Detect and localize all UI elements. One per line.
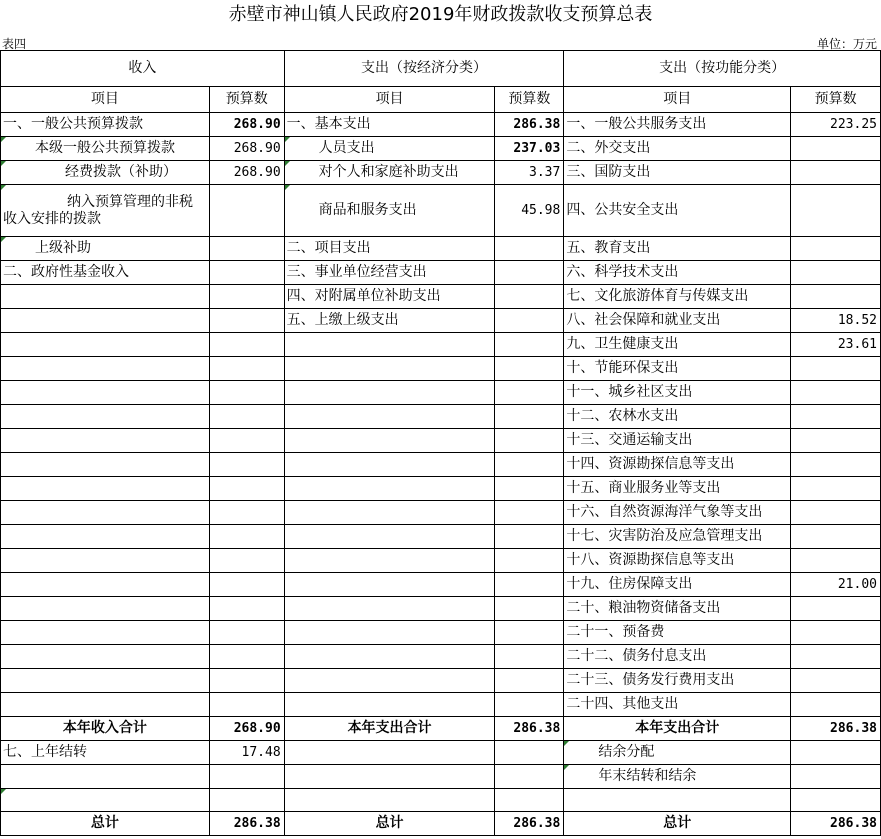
econ-item bbox=[284, 381, 495, 405]
func-item: 十一、城乡社区支出 bbox=[564, 381, 791, 405]
income-value bbox=[209, 261, 284, 285]
income-item bbox=[1, 621, 210, 645]
func-item: 十七、灾害防治及应急管理支出 bbox=[564, 525, 791, 549]
header-expense-func: 支出（按功能分类） bbox=[564, 51, 881, 87]
func-item: 二、外交支出 bbox=[564, 137, 791, 161]
func-value bbox=[791, 669, 881, 693]
econ-value bbox=[495, 621, 564, 645]
header-row-columns bbox=[1, 87, 881, 113]
income-value bbox=[209, 501, 284, 525]
table-row bbox=[1, 185, 881, 237]
econ-item bbox=[284, 621, 495, 645]
econ-value bbox=[495, 357, 564, 381]
econ-grand-value: 286.38 bbox=[495, 812, 564, 836]
carry-row bbox=[1, 741, 881, 765]
func-item: 三、国防支出 bbox=[564, 161, 791, 185]
empty-cell bbox=[284, 765, 495, 789]
econ-value bbox=[495, 237, 564, 261]
year-end-carry-label: 年末结转和结余 bbox=[564, 765, 791, 789]
econ-item bbox=[284, 453, 495, 477]
func-item: 七、文化旅游体育与传媒支出 bbox=[564, 285, 791, 309]
income-value bbox=[209, 309, 284, 333]
econ-value bbox=[495, 381, 564, 405]
table-row bbox=[1, 549, 881, 573]
econ-total-value: 286.38 bbox=[495, 717, 564, 741]
table-row bbox=[1, 573, 881, 597]
income-item bbox=[1, 357, 210, 381]
table-row bbox=[1, 597, 881, 621]
empty-cell bbox=[209, 789, 284, 812]
func-value bbox=[791, 549, 881, 573]
econ-value bbox=[495, 549, 564, 573]
func-item: 十六、自然资源海洋气象等支出 bbox=[564, 501, 791, 525]
income-item bbox=[1, 285, 210, 309]
income-item bbox=[1, 309, 210, 333]
grand-total-row bbox=[1, 812, 881, 836]
table-body-generated bbox=[1, 261, 881, 717]
table-row bbox=[1, 645, 881, 669]
income-item bbox=[1, 549, 210, 573]
econ-value bbox=[495, 573, 564, 597]
econ-value bbox=[495, 453, 564, 477]
table-row bbox=[1, 453, 881, 477]
header-expense-econ: 支出（按经济分类） bbox=[284, 51, 564, 87]
func-item: 四、公共安全支出 bbox=[564, 185, 791, 237]
income-value bbox=[209, 621, 284, 645]
header-budget: 预算数 bbox=[495, 87, 564, 113]
table-row bbox=[1, 113, 881, 137]
empty-cell bbox=[284, 741, 495, 765]
income-value bbox=[209, 477, 284, 501]
income-total-label: 本年收入合计 bbox=[1, 717, 210, 741]
econ-value: 3.37 bbox=[495, 161, 564, 185]
income-value bbox=[209, 429, 284, 453]
econ-item bbox=[284, 573, 495, 597]
table-row bbox=[1, 381, 881, 405]
table-row bbox=[1, 261, 881, 285]
income-item bbox=[1, 597, 210, 621]
func-value bbox=[791, 357, 881, 381]
empty-cell bbox=[791, 741, 881, 765]
econ-item: 对个人和家庭补助支出 bbox=[284, 161, 495, 185]
econ-item: 五、上缴上级支出 bbox=[284, 309, 495, 333]
func-value: 18.52 bbox=[791, 309, 881, 333]
income-item: 一、一般公共预算拨款 bbox=[1, 113, 210, 137]
table-row bbox=[1, 285, 881, 309]
func-item: 十五、商业服务业等支出 bbox=[564, 477, 791, 501]
table-row bbox=[1, 669, 881, 693]
econ-item: 商品和服务支出 bbox=[284, 185, 495, 237]
income-item bbox=[1, 525, 210, 549]
func-item: 十九、住房保障支出 bbox=[564, 573, 791, 597]
func-item: 十四、资源勘探信息等支出 bbox=[564, 453, 791, 477]
carry-row-2 bbox=[1, 765, 881, 789]
func-grand-label: 总计 bbox=[564, 812, 791, 836]
income-item: 经费拨款（补助） bbox=[1, 161, 210, 185]
header-budget: 预算数 bbox=[209, 87, 284, 113]
table-row bbox=[1, 429, 881, 453]
func-total-label: 本年支出合计 bbox=[564, 717, 791, 741]
econ-item bbox=[284, 645, 495, 669]
income-item bbox=[1, 333, 210, 357]
table-row bbox=[1, 693, 881, 717]
func-grand-value: 286.38 bbox=[791, 812, 881, 836]
meta-row bbox=[0, 34, 881, 50]
income-item: 上级补助 bbox=[1, 237, 210, 261]
func-value bbox=[791, 597, 881, 621]
income-total-value: 268.90 bbox=[209, 717, 284, 741]
unit-label: 单位：万元 bbox=[816, 37, 877, 51]
carry-label: 七、上年结转 bbox=[1, 741, 210, 765]
econ-value bbox=[495, 285, 564, 309]
income-value bbox=[209, 381, 284, 405]
func-value: 223.25 bbox=[791, 113, 881, 137]
income-item bbox=[1, 381, 210, 405]
table-row bbox=[1, 357, 881, 381]
econ-value bbox=[495, 405, 564, 429]
func-value bbox=[791, 237, 881, 261]
income-value: 268.90 bbox=[209, 113, 284, 137]
income-item bbox=[1, 185, 210, 237]
econ-value bbox=[495, 645, 564, 669]
func-item: 十三、交通运输支出 bbox=[564, 429, 791, 453]
econ-total-label: 本年支出合计 bbox=[284, 717, 495, 741]
header-item: 项目 bbox=[564, 87, 791, 113]
empty-cell bbox=[564, 789, 791, 812]
income-value bbox=[209, 285, 284, 309]
func-item: 二十一、预备费 bbox=[564, 621, 791, 645]
econ-value bbox=[495, 669, 564, 693]
income-value bbox=[209, 549, 284, 573]
income-item: 二、政府性基金收入 bbox=[1, 261, 210, 285]
econ-item bbox=[284, 333, 495, 357]
table-row bbox=[1, 309, 881, 333]
econ-item bbox=[284, 669, 495, 693]
budget-table bbox=[0, 50, 881, 836]
table-row bbox=[1, 405, 881, 429]
empty-cell bbox=[284, 789, 495, 812]
income-item bbox=[1, 477, 210, 501]
func-value bbox=[791, 645, 881, 669]
econ-item bbox=[284, 477, 495, 501]
func-value bbox=[791, 525, 881, 549]
income-item-line1: 纳入预算管理的非税 bbox=[67, 193, 193, 210]
empty-cell bbox=[495, 765, 564, 789]
header-row-groups bbox=[1, 51, 881, 87]
empty-cell bbox=[495, 789, 564, 812]
func-value bbox=[791, 429, 881, 453]
econ-item bbox=[284, 429, 495, 453]
income-item: 本级一般公共预算拨款 bbox=[1, 137, 210, 161]
func-value bbox=[791, 501, 881, 525]
income-item bbox=[1, 501, 210, 525]
econ-value: 286.38 bbox=[495, 113, 564, 137]
income-item-line2: 收入安排的拨款 bbox=[3, 210, 101, 227]
table-row bbox=[1, 525, 881, 549]
empty-cell bbox=[1, 789, 210, 812]
func-value bbox=[791, 453, 881, 477]
income-item bbox=[1, 669, 210, 693]
empty-cell bbox=[1, 765, 210, 789]
header-income: 收入 bbox=[1, 51, 285, 87]
income-value bbox=[209, 645, 284, 669]
func-item: 二十四、其他支出 bbox=[564, 693, 791, 717]
econ-item: 二、项目支出 bbox=[284, 237, 495, 261]
income-item bbox=[1, 405, 210, 429]
func-value bbox=[791, 405, 881, 429]
func-value bbox=[791, 381, 881, 405]
func-item: 二十三、债务发行费用支出 bbox=[564, 669, 791, 693]
header-item: 项目 bbox=[284, 87, 495, 113]
income-value: 268.90 bbox=[209, 137, 284, 161]
econ-value bbox=[495, 693, 564, 717]
func-item: 八、社会保障和就业支出 bbox=[564, 309, 791, 333]
econ-item: 四、对附属单位补助支出 bbox=[284, 285, 495, 309]
table-number: 表四 bbox=[2, 37, 27, 51]
income-grand-value: 286.38 bbox=[209, 812, 284, 836]
econ-item: 三、事业单位经营支出 bbox=[284, 261, 495, 285]
econ-item bbox=[284, 525, 495, 549]
income-value bbox=[209, 525, 284, 549]
func-item: 六、科学技术支出 bbox=[564, 261, 791, 285]
blank-row bbox=[1, 789, 881, 812]
econ-item bbox=[284, 693, 495, 717]
func-item: 十八、资源勘探信息等支出 bbox=[564, 549, 791, 573]
empty-cell bbox=[791, 765, 881, 789]
empty-cell bbox=[791, 789, 881, 812]
func-value bbox=[791, 693, 881, 717]
func-item: 十二、农林水支出 bbox=[564, 405, 791, 429]
table-row bbox=[1, 477, 881, 501]
income-value: 268.90 bbox=[209, 161, 284, 185]
income-value bbox=[209, 573, 284, 597]
table-row bbox=[1, 161, 881, 185]
income-value bbox=[209, 357, 284, 381]
econ-item: 人员支出 bbox=[284, 137, 495, 161]
func-item: 二十、粮油物资储备支出 bbox=[564, 597, 791, 621]
econ-value bbox=[495, 525, 564, 549]
econ-grand-label: 总计 bbox=[284, 812, 495, 836]
func-value bbox=[791, 477, 881, 501]
func-value bbox=[791, 161, 881, 185]
func-total-value: 286.38 bbox=[791, 717, 881, 741]
econ-value: 45.98 bbox=[495, 185, 564, 237]
econ-item bbox=[284, 357, 495, 381]
econ-value bbox=[495, 597, 564, 621]
page-title: 赤壁市神山镇人民政府2019年财政拨款收支预算总表 bbox=[228, 4, 653, 25]
econ-item bbox=[284, 549, 495, 573]
econ-item: 一、基本支出 bbox=[284, 113, 495, 137]
econ-value bbox=[495, 309, 564, 333]
income-value bbox=[209, 185, 284, 237]
income-item bbox=[1, 429, 210, 453]
func-item: 十、节能环保支出 bbox=[564, 357, 791, 381]
econ-value bbox=[495, 501, 564, 525]
table-row bbox=[1, 621, 881, 645]
func-item: 一、一般公共服务支出 bbox=[564, 113, 791, 137]
income-item bbox=[1, 573, 210, 597]
income-grand-label: 总计 bbox=[1, 812, 210, 836]
econ-value bbox=[495, 261, 564, 285]
func-item: 二十二、债务付息支出 bbox=[564, 645, 791, 669]
func-value bbox=[791, 185, 881, 237]
econ-item bbox=[284, 501, 495, 525]
func-value bbox=[791, 261, 881, 285]
income-item bbox=[1, 453, 210, 477]
econ-value bbox=[495, 429, 564, 453]
econ-value bbox=[495, 477, 564, 501]
income-value bbox=[209, 597, 284, 621]
empty-cell bbox=[209, 765, 284, 789]
header-budget: 预算数 bbox=[791, 87, 881, 113]
empty-cell bbox=[495, 741, 564, 765]
econ-value: 237.03 bbox=[495, 137, 564, 161]
func-value: 23.61 bbox=[791, 333, 881, 357]
income-value bbox=[209, 405, 284, 429]
surplus-allocation-label: 结余分配 bbox=[564, 741, 791, 765]
table-row bbox=[1, 333, 881, 357]
income-value bbox=[209, 333, 284, 357]
income-value bbox=[209, 669, 284, 693]
income-item bbox=[1, 645, 210, 669]
income-value bbox=[209, 453, 284, 477]
carry-value: 17.48 bbox=[209, 741, 284, 765]
econ-value bbox=[495, 333, 564, 357]
income-value bbox=[209, 693, 284, 717]
income-value bbox=[209, 237, 284, 261]
income-item bbox=[1, 693, 210, 717]
econ-item bbox=[284, 405, 495, 429]
header-item: 项目 bbox=[1, 87, 210, 113]
econ-item bbox=[284, 597, 495, 621]
func-value bbox=[791, 621, 881, 645]
table-row bbox=[1, 501, 881, 525]
func-value bbox=[791, 285, 881, 309]
func-item: 五、教育支出 bbox=[564, 237, 791, 261]
table-row bbox=[1, 137, 881, 161]
func-value bbox=[791, 137, 881, 161]
func-item: 九、卫生健康支出 bbox=[564, 333, 791, 357]
totals-year-row bbox=[1, 717, 881, 741]
table-row bbox=[1, 237, 881, 261]
func-value: 21.00 bbox=[791, 573, 881, 597]
